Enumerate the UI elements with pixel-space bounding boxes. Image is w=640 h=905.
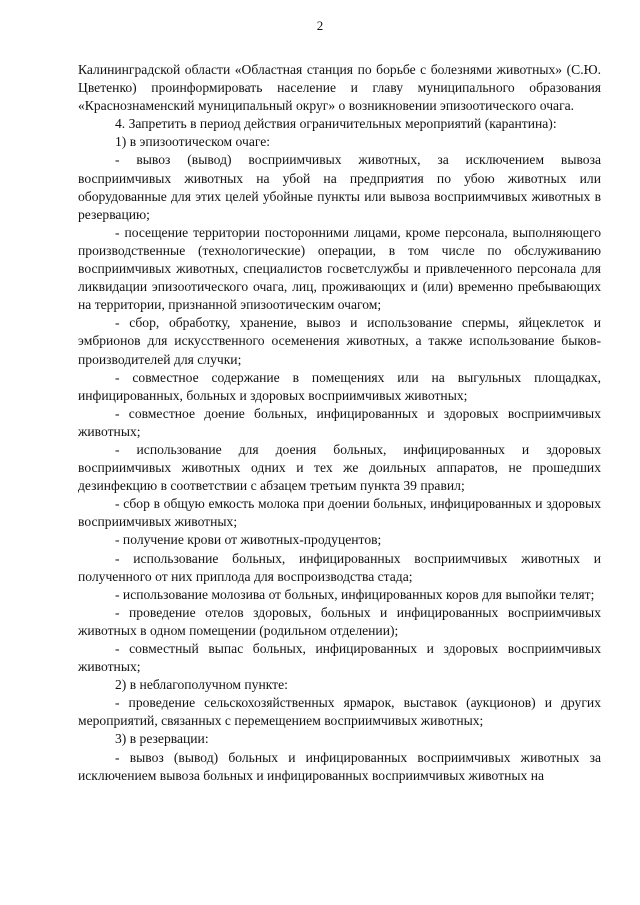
- paragraph-subitem-3: 3) в резервации:: [115, 731, 209, 747]
- paragraph-intro: Калининградской области «Областная станция по борьбе с болезнями животных» (С.Ю. Цветенко) проинформировать население и главу муниципального образования «Краснознаменский муниципальный округ» о возникновении эпизоотического очага.: [78, 62, 601, 114]
- list-item: - сбор, обработку, хранение, вывоз и использование спермы, яйцеклеток и эмбрионов для искусственного осеменения животных, а также использование быков-производителей для случки;: [78, 315, 601, 367]
- list-item: - получение крови от животных-продуцентов;: [115, 532, 382, 548]
- list-item: - совместное доение больных, инфицированных и здоровых восприимчивых животных;: [78, 405, 601, 439]
- list-item: - проведение отелов здоровых, больных и инфицированных восприимчивых животных в одном помещении (родильном отделении);: [78, 604, 601, 638]
- list-item: - вывоз (вывод) больных и инфицированных восприимчивых животных за исключением вывоза больных и инфицированных восприимчивых животных на: [78, 749, 601, 783]
- paragraph-subitem-1: 1) в эпизоотическом очаге:: [115, 134, 271, 150]
- list-item: - вывоз (вывод) восприимчивых животных, за исключением вывоза восприимчивых животных на убой на предприятия по убою животных или оборудованные для этих целей убойные пункты или вывоза восприимчивых животных в резервацию;: [78, 152, 601, 222]
- list-item: - использование больных, инфицированных восприимчивых животных и полученного от них приплода для воспроизводства стада;: [78, 550, 601, 584]
- page-number: 2: [316, 18, 324, 33]
- list-item: - посещение территории посторонними лицами, кроме персонала, выполняющего производственные (технологические) операции, в том числе по обслуживанию восприимчивых животных, специалистов госветслужбы и привлеченного персонала для ликвидации эпизоотического очага, лиц, проживающих и (или) временно пребывающих на территории, признанной эпизоотическим очагом;: [78, 224, 601, 313]
- paragraph-item-4: 4. Запретить в период действия ограничительных мероприятий (карантина):: [115, 116, 557, 132]
- list-item: - использование молозива от больных, инфицированных коров для выпойки телят;: [115, 586, 595, 602]
- list-item: - совместный выпас больных, инфицированных и здоровых восприимчивых животных;: [78, 641, 601, 675]
- list-item: - использование для доения больных, инфицированных и здоровых восприимчивых животных одних и тех же доильных аппаратов, не прошедших дезинфекцию в соответствии с абзацем третьим пункта 39 правил;: [78, 441, 601, 494]
- list-item: - сбор в общую емкость молока при доении больных, инфицированных и здоровых восприимчивых животных;: [78, 496, 601, 530]
- list-item: - проведение сельскохозяйственных ярмарок, выставок (аукционов) и других мероприятий, связанных с перемещением восприимчивых животных;: [78, 695, 601, 729]
- paragraph-subitem-2: 2) в неблагополучном пункте:: [115, 677, 288, 693]
- list-item: - совместное содержание в помещениях или на выгульных площадках, инфицированных, больных и здоровых восприимчивых животных;: [78, 369, 601, 403]
- document-body: [78, 61, 601, 785]
